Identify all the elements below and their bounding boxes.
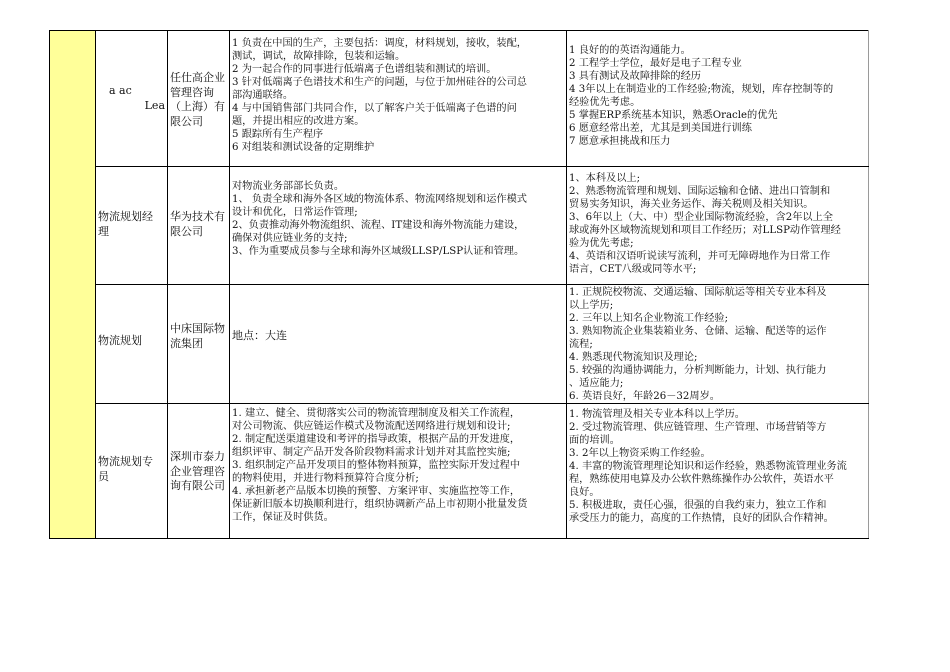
company-line: 限公司 — [170, 114, 203, 128]
requirement-line: 经验优先考虑。 — [569, 97, 641, 108]
requirement-line: 5. 积极进取，责任心强，很强的自我约束力，独立工作和 — [569, 500, 827, 511]
duty-line: 工作，保证及时供货。 — [232, 512, 334, 523]
position-cell — [98, 210, 166, 239]
row-border — [95, 166, 869, 167]
highlight-column — [49, 30, 95, 538]
requirement-line: 1、本科及以上; — [569, 173, 641, 184]
duty-line: 确保对供应链业务的支持; — [232, 233, 348, 244]
duty-line: 保证新旧版本切换顺利进行，组织协调新产品上市初期小批量发货 — [232, 499, 528, 510]
duties-cell — [232, 37, 564, 154]
position-line: 物流规划 — [98, 334, 142, 347]
table-bottom-border — [49, 538, 869, 539]
requirements-cell — [569, 408, 867, 525]
duty-line: 地点：大连 — [232, 329, 287, 342]
company-cell — [170, 210, 228, 239]
duty-line: 2 为一起合作的同事进行低端离子色谱组装和测试的培训。 — [232, 64, 497, 75]
requirement-line: 面的培训。 — [569, 435, 620, 446]
duty-line: 2. 制定配送渠道建设和考评的指导政策，根据产品的开发进度， — [232, 434, 521, 445]
requirements-cell — [569, 172, 867, 276]
company-cell — [170, 450, 228, 494]
company-cell — [170, 322, 228, 351]
duty-line: 3、作为重要成员参与全球和海外区域级LLSP/LSP认证和管理。 — [232, 246, 525, 257]
duty-line: 2、负责推动海外物流组织、流程、IT建设和海外物流能力建设， — [232, 220, 525, 231]
requirement-line: 3、6年以上（大、中）型企业国际物流经验，含2年以上全 — [569, 212, 833, 223]
position-cell — [103, 84, 165, 113]
requirement-line: 验为优先考虑; — [569, 238, 634, 249]
company-line: 询有限公司 — [170, 479, 225, 492]
requirement-line: 6 愿意经常出差，尤其是到美国进行训练 — [569, 123, 752, 134]
requirement-line: 以上学历; — [569, 300, 614, 311]
requirement-line: 5 掌握ERP系统基本知识，熟悉Oracle的优先 — [569, 110, 778, 121]
position-line: 物流规划经 — [98, 210, 153, 223]
requirement-line: 球或海外区域物流规划和项目工作经历；对LLSP动作管理经 — [569, 225, 841, 236]
row-border — [95, 284, 869, 285]
requirement-line: 2、熟悉物流管理和规划、国际运输和仓储、进出口管制和 — [569, 186, 831, 197]
position-line: 员 — [98, 469, 109, 483]
company-line: 任仕高企业 — [170, 71, 225, 84]
requirement-line: 5. 较强的沟通协调能力，分析判断能力，计划、执行能力 — [569, 365, 827, 376]
duty-line: 1、 负责全球和海外各区域的物流体系、物流网络规划和运作模式 — [232, 194, 527, 205]
duty-line: 测试，调试，故障排除，包装和运输。 — [232, 51, 406, 62]
duties-cell — [232, 407, 564, 524]
requirement-line: 2. 受过物流管理、供应链管理、生产管理、市场营销等方 — [569, 422, 827, 433]
duty-line: 3. 组织制定产品开发项目的整体物料预算，监控实际开发过程中 — [232, 460, 521, 471]
requirement-line: 3 具有测试及故障排除的经历 — [569, 71, 701, 82]
company-cell — [170, 71, 228, 129]
requirement-line: 4、英语和汉语听说读写流利，并可无障碍地作为日常工作 — [569, 251, 831, 262]
company-line: 华为技术有 — [170, 210, 225, 223]
position-cell — [98, 455, 166, 484]
duty-line: 题，并提出相应的改进方案。 — [232, 116, 365, 127]
requirement-line: 6. 英语良好，年龄26－32周岁。 — [569, 391, 720, 402]
company-line: 管理咨询 — [170, 85, 214, 99]
duty-line: 3 针对低端离子色谱技术和生产的问题，与位于加州硅谷的公司总 — [232, 77, 527, 88]
requirement-line: 、适应能力; — [569, 378, 624, 389]
column-border — [49, 30, 50, 539]
requirement-line: 1 良好的的英语沟通能力。 — [569, 45, 691, 56]
company-line: 深圳市泰力 — [170, 450, 225, 463]
requirement-line: 4. 丰富的物流管理理论知识和运作经验，熟悉物流管理业务流 — [569, 461, 847, 472]
requirement-line: 3. 2年以上物资采购工作经验。 — [569, 448, 711, 459]
requirements-cell — [569, 44, 867, 148]
position-line: 物流规划专 — [98, 455, 153, 468]
duty-line: 4. 承担新老产品版本切换的预警、方案评审、实施监控等工作， — [232, 486, 521, 497]
requirements-cell — [569, 286, 867, 403]
duties-cell — [232, 180, 564, 258]
position-cell — [98, 334, 166, 349]
position-line: Lea — [144, 98, 165, 112]
requirement-line: 流程; — [569, 339, 593, 350]
duty-line: 对公司物流、供应链运作模式及物流配送网络进行规划和设计; — [232, 421, 511, 432]
duties-cell — [232, 329, 564, 344]
requirement-line: 4 3年以上在制造业的工作经验;物流，规划，库存控制等的 — [569, 84, 834, 95]
requirement-line: 4. 熟悉现代物流知识及理论; — [569, 352, 698, 363]
duty-line: 1 负责在中国的生产，主要包括：调度，材料规划，接收，装配， — [232, 38, 527, 49]
duty-line: 部沟通联络。 — [232, 90, 294, 101]
requirement-line: 程，熟练使用电算及办公软件熟练操作办公软件，英语水平 — [569, 474, 834, 485]
duty-line: 5 跟踪所有生产程序 — [232, 129, 324, 140]
requirement-line: 2 工程学士学位，最好是电子工程专业 — [569, 58, 742, 69]
company-line: （上海）有 — [170, 100, 225, 113]
requirement-line: 1. 物流管理及相关专业本科以上学历。 — [569, 409, 745, 420]
requirement-line: 7 愿意承担挑战和压力 — [569, 136, 671, 147]
duty-line: 的物料使用，并进行物料预算符合度分析; — [232, 473, 419, 484]
duty-line: 1. 建立、健全、贯彻落实公司的物流管理制度及相关工作流程， — [232, 408, 521, 419]
requirement-line: 语言，CET八级或同等水平; — [569, 264, 697, 275]
duty-line: 设计和优化，日常运作管理; — [232, 207, 358, 218]
duty-line: 组织评审、制定产品开发各阶段物料需求计划并对其监控实施; — [232, 447, 511, 458]
row-border — [95, 403, 869, 404]
requirement-line: 承受压力的能力，高度的工作热情，良好的团队合作精神。 — [569, 513, 834, 524]
requirement-line: 良好。 — [569, 487, 600, 498]
duty-line: 6 对组装和测试设备的定期维护 — [232, 142, 375, 153]
table-top-border — [49, 30, 869, 31]
position-line: 理 — [98, 224, 109, 238]
position-line: a ac — [109, 84, 132, 97]
requirement-line: 2. 三年以上知名企业物流工作经验; — [569, 313, 729, 324]
company-line: 企业管理咨 — [170, 464, 225, 478]
duty-line: 4 与中国销售部门共同合作，以了解客户关于低端离子色谱的问 — [232, 103, 517, 114]
company-line: 限公司 — [170, 224, 203, 238]
requirement-line: 贸易实务知识，海关业务运作、海关税则及相关知识。 — [569, 199, 814, 210]
company-line: 流集团 — [170, 336, 203, 350]
requirement-line: 1. 正规院校物流、交通运输、国际航运等相关专业本科及 — [569, 287, 827, 298]
requirement-line: 3. 熟知物流企业集装箱业务、仓储、运输、配送等的运作 — [569, 326, 827, 337]
duty-line: 对物流业务部部长负责。 — [232, 181, 345, 192]
company-line: 中床国际物 — [170, 322, 225, 335]
